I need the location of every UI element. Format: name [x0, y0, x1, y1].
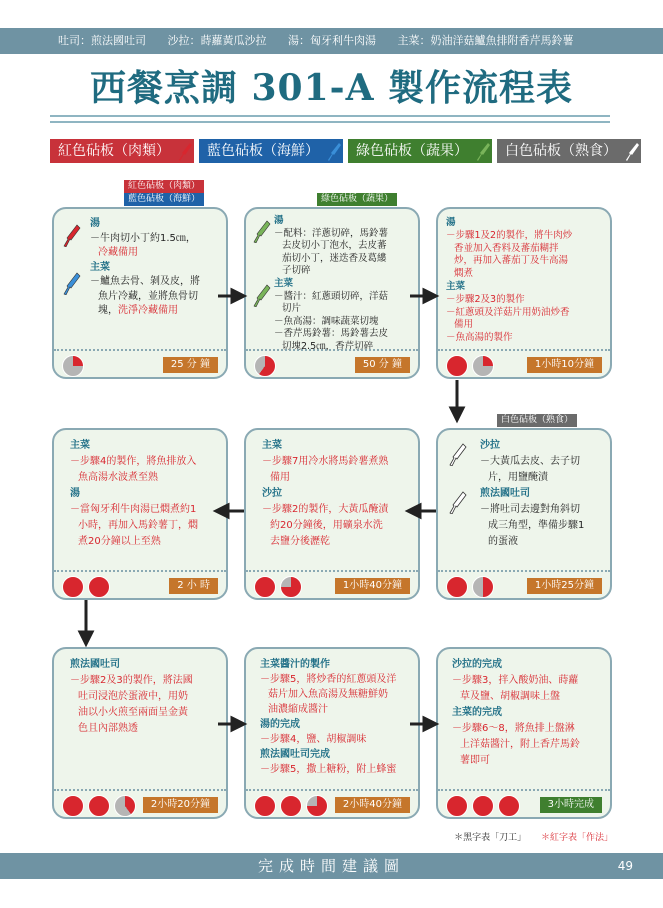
card7-line: 吐司浸泡於蛋液中，用奶 — [78, 691, 188, 702]
step-card-3 — [436, 207, 612, 379]
time-badge: 25 分 鐘 — [163, 357, 218, 373]
card6-line: 小時，再加入馬鈴薯丁，燜 — [78, 520, 198, 531]
time-badge: 50 分 鐘 — [355, 357, 410, 373]
time-pie — [446, 576, 468, 598]
divider — [438, 789, 610, 791]
menu-toast: 吐司：煎法國吐司 — [58, 34, 146, 47]
time-pie — [472, 355, 494, 377]
card2-line: 子切碎 — [282, 265, 311, 277]
card3-line: 燜煮 — [454, 268, 474, 280]
step-card-2 — [244, 207, 420, 379]
card7-heading-toast: 煎法國吐司 — [70, 659, 120, 670]
board-green — [348, 139, 492, 163]
time-pies — [254, 576, 302, 598]
card1-line-part: 塊， — [98, 305, 118, 316]
divider — [54, 349, 226, 351]
card3-line: －紅蔥頭及洋菇片用奶油炒香 — [446, 306, 570, 318]
time-pie — [498, 795, 520, 817]
knife-icon — [252, 283, 272, 307]
time-pie — [62, 355, 84, 377]
board-white-label: 白色砧板（熟食） — [505, 143, 617, 159]
card2-line: －魚高湯：調味蔬菜切塊 — [274, 315, 379, 327]
card1-line: －牛肉切小丁約1.5㎝， — [90, 232, 196, 244]
card7-line: 色且內部熟透 — [78, 723, 138, 734]
card4-line: 的蛋液 — [488, 536, 518, 547]
card2-heading-main: 主菜 — [274, 277, 294, 289]
card2-heading-soup: 湯 — [274, 215, 284, 226]
time-pie — [280, 576, 302, 598]
card6-line: 煮20分鐘以上至熟 — [78, 536, 161, 547]
time-badge: 2 小 時 — [169, 578, 218, 594]
time-pie — [254, 795, 276, 817]
card5-line: 去鹽分後瀝乾 — [270, 536, 330, 547]
card3-line: －步驟2及3的製作 — [446, 293, 525, 305]
legend-note — [454, 830, 613, 843]
card2-line: －配料：洋蔥切碎，馬鈴薯 — [274, 227, 389, 239]
arrow-head-icon — [424, 718, 436, 730]
card6-line: 魚高湯水波煮至熟 — [78, 472, 158, 483]
divider — [246, 570, 418, 572]
card5-line: －步驟2的製作，大黃瓜醃漬 — [262, 504, 389, 515]
divider — [438, 349, 610, 351]
time-pie — [88, 576, 110, 598]
time-pie — [306, 795, 328, 817]
title-rule-top — [50, 115, 610, 117]
time-pie — [446, 355, 468, 377]
step-card-1 — [52, 207, 228, 379]
time-badge: 2小時20分鐘 — [143, 797, 218, 813]
card3-line: 炒，再加入蕃茄丁及牛高湯 — [454, 255, 569, 267]
card2-line: －醬汁：紅蔥頭切碎，洋菇 — [274, 290, 389, 302]
note-red: ＊紅字表「作法」 — [540, 833, 613, 843]
card1-heading-soup: 湯 — [90, 218, 100, 229]
card8-line: 菇片加入魚高湯及無糖鮮奶 — [268, 689, 388, 700]
footer-bar — [0, 853, 663, 879]
time-pies — [446, 355, 494, 377]
knife-icon — [325, 141, 343, 161]
time-pies — [62, 795, 136, 817]
card8-heading-soup: 湯的完成 — [260, 719, 300, 730]
card9-line: 上洋菇醬汁，附上香芹馬鈴 — [460, 739, 580, 750]
divider — [438, 570, 610, 572]
time-badge: 1小時10分鐘 — [527, 357, 602, 373]
time-pies — [62, 355, 84, 377]
step-card-9 — [436, 647, 612, 819]
card8-heading-sauce: 主菜醬汁的製作 — [260, 659, 330, 670]
card4-line: －將吐司去邊對角斜切 — [480, 504, 580, 515]
card3-line: 香並加入香料及蕃茄糊拌 — [454, 242, 559, 254]
card8-line: －步驟4，鹽、胡椒調味 — [260, 734, 367, 745]
card4-line: 成三角型，準備步驟1 — [488, 520, 585, 531]
time-pie — [254, 355, 276, 377]
card2-line: －香芹馬鈴薯：馬鈴薯去皮 — [274, 328, 389, 340]
divider — [246, 349, 418, 351]
time-pie — [62, 576, 84, 598]
tag-white-board: 白色砧板（熟食） — [497, 414, 577, 427]
card3-line: 備用 — [454, 319, 474, 331]
page-title: 西餐烹調 301-A 製作流程表 — [89, 67, 574, 109]
card9-line: 草及鹽、胡椒調味上盤 — [460, 691, 560, 702]
card1-line: 冷藏備用 — [98, 247, 138, 258]
time-pie — [254, 576, 276, 598]
card3-heading-main: 主菜 — [446, 280, 466, 292]
board-red — [50, 139, 194, 163]
board-white — [497, 139, 641, 163]
tag-red-board: 紅色砧板（肉類） — [124, 180, 204, 193]
time-pies — [254, 795, 328, 817]
card2-line: 切塊2.5㎝，香芹切碎 — [282, 340, 374, 352]
card5-heading-salad: 沙拉 — [262, 488, 282, 499]
card1-heading-main: 主菜 — [90, 261, 110, 273]
step-card-6 — [52, 428, 228, 600]
card4-heading-toast: 煎法國吐司 — [480, 488, 530, 499]
time-pies — [446, 576, 494, 598]
knife-icon — [448, 490, 468, 514]
card5-line: 備用 — [270, 472, 290, 483]
knife-icon — [176, 141, 194, 161]
note-black: ＊黑字表「刀工」 — [454, 833, 527, 843]
card5-line: －步驟7用冷水將馬鈴薯煮熟 — [262, 456, 389, 467]
card6-line: －步驟4的製作，將魚排放入 — [70, 456, 197, 467]
time-pie — [280, 795, 302, 817]
card1-line-part: 洗淨冷藏備用 — [118, 305, 178, 316]
card4-line: 片，用鹽醃漬 — [488, 472, 548, 483]
page-number: 49 — [617, 859, 633, 873]
card4-line: －大黃瓜去皮、去子切 — [480, 456, 580, 467]
card2-line: 去皮切小丁泡水，去皮蕃 — [282, 240, 387, 252]
knife-icon — [62, 271, 82, 295]
card9-line: 薯即可 — [460, 755, 490, 766]
time-pies — [254, 355, 276, 377]
card7-line: －步驟2及3的製作，將法國 — [70, 675, 193, 686]
board-blue — [199, 139, 343, 163]
arrow-head-icon — [424, 290, 436, 302]
divider — [54, 570, 226, 572]
menu-bar — [0, 28, 663, 54]
divider — [54, 789, 226, 791]
time-pies — [446, 795, 520, 817]
step-card-4 — [436, 428, 612, 600]
time-badge: 1小時25分鐘 — [527, 578, 602, 594]
arrow-head-icon — [80, 632, 92, 644]
menu-main: 主菜：奶油洋菇鱸魚排附香芹馬鈴薯 — [397, 34, 574, 47]
knife-icon — [474, 141, 492, 161]
divider — [246, 789, 418, 791]
time-pie — [62, 795, 84, 817]
menu-salad: 沙拉：蒔蘿黃瓜沙拉 — [167, 34, 267, 47]
card2-line: 茄切小丁，迷迭香及葛縷 — [282, 252, 387, 264]
step-card-8 — [244, 647, 420, 819]
title-rule-bottom — [50, 121, 610, 123]
tag-blue-board: 藍色砧板（海鮮） — [124, 193, 204, 206]
time-badge: 2小時40分鐘 — [335, 797, 410, 813]
time-pie — [446, 795, 468, 817]
knife-icon — [623, 141, 641, 161]
time-pie — [472, 795, 494, 817]
board-blue-label: 藍色砧板（海鮮） — [207, 143, 319, 159]
card9-line: －步驟6～8，將魚排上盤淋 — [452, 723, 575, 734]
card7-line: 油以小火煎至兩面呈金黃 — [78, 707, 188, 718]
arrow-head-icon — [232, 290, 244, 302]
card3-heading-soup: 湯 — [446, 217, 456, 228]
footer-title: 完成時間建議圖 — [257, 857, 405, 875]
card2-line: 切片 — [282, 303, 302, 315]
time-pie — [472, 576, 494, 598]
card5-line: 約20分鐘後，用礦泉水洗 — [270, 520, 383, 531]
knife-icon — [252, 219, 272, 243]
card1-line — [90, 304, 220, 319]
card1-line: 魚片冷藏，並將魚骨切 — [98, 290, 198, 302]
card5-heading-main: 主菜 — [262, 440, 282, 451]
board-red-label: 紅色砧板（肉類） — [58, 143, 170, 159]
card8-line: －步驟5，將炒香的紅蔥頭及洋 — [260, 674, 397, 685]
card6-heading-main: 主菜 — [70, 440, 90, 451]
card3-line: －步驟1及2的製作，將牛肉炒 — [446, 229, 573, 241]
board-green-label: 綠色砧板（蔬果） — [356, 143, 468, 159]
card1-line: －鱸魚去骨、剝及皮，將 — [90, 276, 200, 287]
board-legend — [50, 139, 641, 163]
time-badge: 1小時40分鐘 — [335, 578, 410, 594]
card6-line: －當匈牙利牛肉湯已燜煮約1 — [70, 504, 197, 515]
tag-green-board: 綠色砧板（蔬果） — [317, 193, 397, 206]
knife-icon — [62, 223, 82, 247]
time-pie — [88, 795, 110, 817]
time-badge: 3小時完成 — [540, 797, 602, 813]
card9-heading-main: 主菜的完成 — [452, 707, 502, 718]
arrow-head-icon — [232, 718, 244, 730]
step-card-7 — [52, 647, 228, 819]
card9-line: －步驟3，拌入酸奶油、蒔蘿 — [452, 675, 579, 686]
card6-heading-soup: 湯 — [70, 488, 80, 499]
card4-heading-salad: 沙拉 — [480, 440, 500, 451]
card3-line: －魚高湯的製作 — [446, 332, 513, 344]
time-pies — [62, 576, 110, 598]
arrow-head-icon — [451, 408, 463, 420]
card8-line: －步驟5，撒上糖粉，附上蜂蜜 — [260, 764, 397, 775]
step-card-5 — [244, 428, 420, 600]
card9-heading-salad: 沙拉的完成 — [452, 659, 502, 670]
menu-soup: 湯：匈牙利牛肉湯 — [288, 34, 376, 47]
card8-line: 油濃縮成醬汁 — [268, 704, 328, 715]
time-pie — [114, 795, 136, 817]
card8-heading-toast: 煎法國吐司完成 — [260, 749, 330, 760]
knife-icon — [448, 442, 468, 466]
